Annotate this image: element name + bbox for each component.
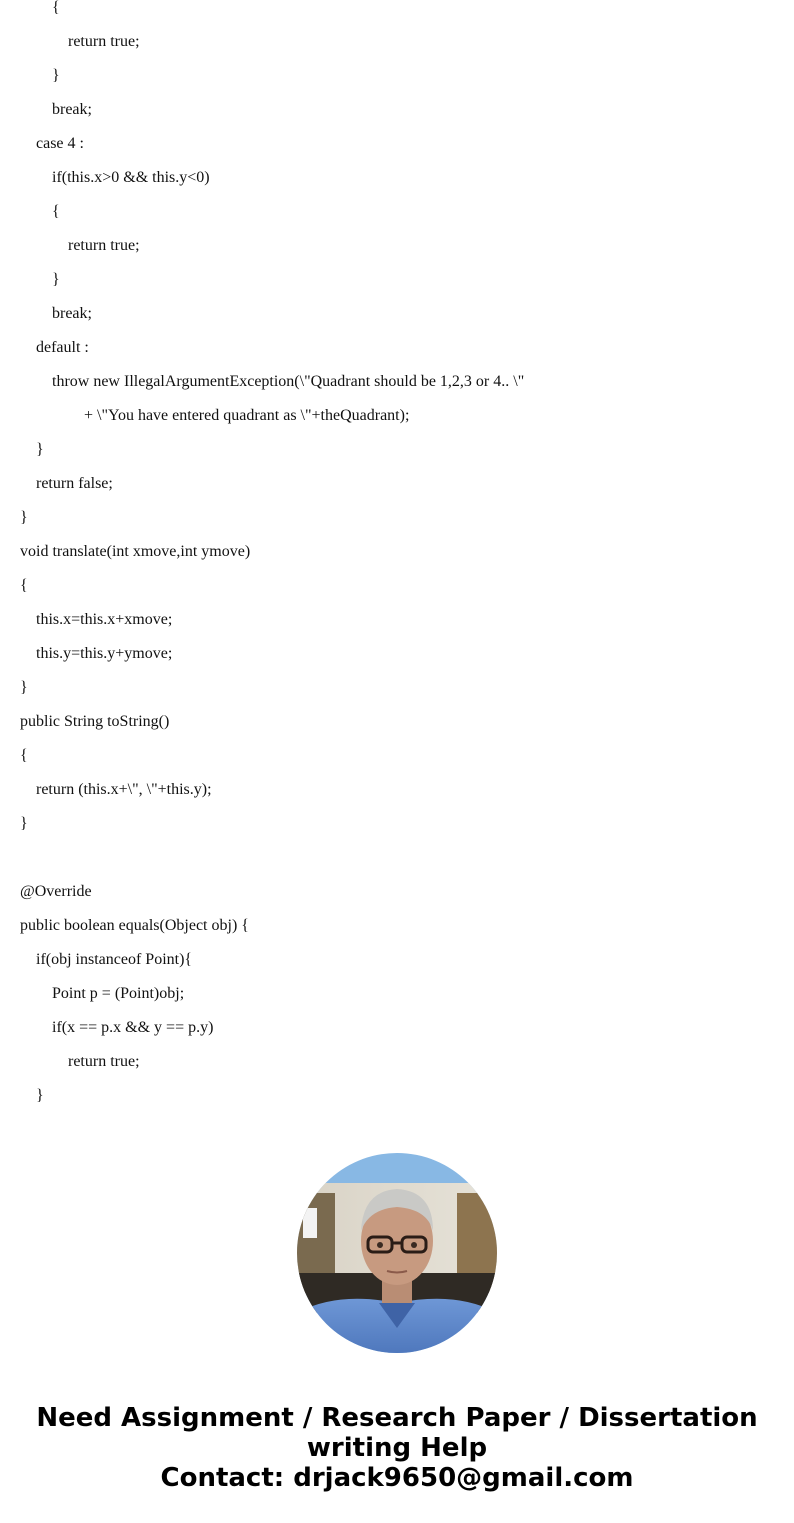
code-line: return true; — [68, 237, 140, 254]
code-line: default : — [36, 339, 89, 356]
author-avatar — [297, 1153, 497, 1353]
code-line: this.x=this.x+xmove; — [36, 611, 173, 628]
code-line: } — [52, 67, 60, 84]
code-line: return true; — [68, 33, 140, 50]
code-line: void translate(int xmove,int ymove) — [20, 543, 251, 560]
code-line: { — [52, 203, 60, 220]
code-line: if(obj instanceof Point){ — [36, 951, 193, 968]
code-line: return true; — [68, 1053, 140, 1070]
code-line: } — [20, 815, 28, 832]
code-line: if(this.x>0 && this.y<0) — [52, 169, 210, 186]
code-line: } — [52, 271, 60, 288]
code-line: case 4 : — [36, 135, 84, 152]
promo-banner — [0, 1403, 794, 1493]
code-line: { — [20, 577, 28, 594]
code-line: public boolean equals(Object obj) { — [20, 917, 249, 934]
promo-contact: Contact: drjack9650@gmail.com — [160, 1463, 634, 1493]
code-line: break; — [52, 305, 92, 322]
code-line: } — [36, 1087, 44, 1104]
promo-line-1: Need Assignment / Research Paper / Dissertation — [36, 1403, 758, 1433]
code-line: + \"You have entered quadrant as \"+theQuadrant); — [84, 407, 410, 424]
code-line: return (this.x+\", \"+this.y); — [36, 781, 212, 798]
code-line: if(x == p.x && y == p.y) — [52, 1019, 214, 1036]
code-line: Point p = (Point)obj; — [52, 985, 185, 1002]
code-line: { — [20, 747, 28, 764]
code-line: public String toString() — [20, 713, 170, 730]
code-listing — [20, 0, 524, 1113]
code-line: } — [20, 679, 28, 696]
code-line: { — [52, 0, 60, 16]
promo-line-2: writing Help — [306, 1433, 488, 1463]
code-line: this.y=this.y+ymove; — [36, 645, 173, 662]
code-line: } — [36, 441, 44, 458]
code-line — [20, 841, 524, 875]
code-line: @Override — [20, 883, 92, 900]
portrait-image — [297, 1153, 497, 1353]
code-line: break; — [52, 101, 92, 118]
code-line: throw new IllegalArgumentException(\"Quadrant should be 1,2,3 or 4.. \" — [52, 373, 525, 390]
code-line: return false; — [36, 475, 113, 492]
code-line: } — [20, 509, 28, 526]
